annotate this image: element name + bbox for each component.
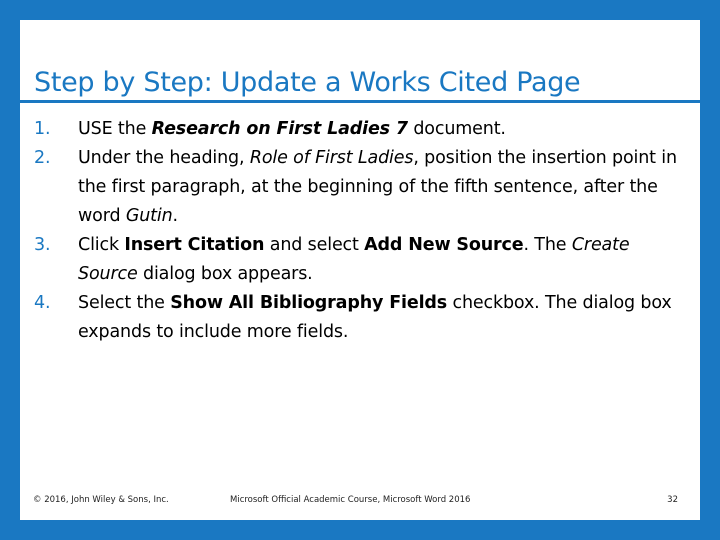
step-text-segment: Gutin — [125, 206, 173, 226]
step-item — [34, 231, 694, 289]
step-text-segment: Show All Bibliography Fields — [170, 293, 448, 313]
step-text-segment: Role of First Ladies — [249, 148, 414, 168]
slide — [20, 20, 700, 520]
step-text-segment: . The — [523, 235, 572, 255]
step-item — [34, 144, 694, 231]
step-text-segment: Under the heading, — [78, 148, 250, 168]
step-text-segment: checkbox. The dialog box expands to include more fields. — [78, 293, 672, 342]
footer-copyright: © 2016, John Wiley & Sons, Inc. — [33, 495, 169, 505]
step-number: 3. — [34, 235, 51, 255]
slide-title: Step by Step: Update a Works Cited Page — [34, 67, 581, 98]
step-text-segment: document. — [407, 119, 506, 139]
step-text-segment: and select — [264, 235, 365, 255]
step-number: 2. — [34, 148, 51, 168]
title-divider — [20, 100, 700, 103]
step-number: 1. — [34, 119, 51, 139]
footer-course: Microsoft Official Academic Course, Microsoft Word 2016 — [230, 495, 471, 505]
step-text-segment: . — [172, 206, 178, 226]
step-text-segment: USE the — [78, 119, 152, 139]
step-text-segment: Research on First Ladies 7 — [151, 119, 408, 139]
step-text-segment: Add New Source — [364, 235, 524, 255]
footer-page-number: 32 — [667, 495, 678, 505]
step-number: 4. — [34, 293, 51, 313]
step-text-segment: Select the — [78, 293, 171, 313]
step-text-segment: , position the insertion point in the first paragraph, at the beginning of the fifth sentence, after the word — [78, 148, 677, 226]
step-text-segment: Create Source — [78, 235, 630, 284]
step-item — [34, 115, 694, 144]
step-text-segment: Insert Citation — [124, 235, 265, 255]
step-list — [34, 115, 694, 347]
step-item — [34, 289, 694, 347]
step-text-segment: Click — [78, 235, 125, 255]
step-text-segment: dialog box appears. — [137, 264, 313, 284]
